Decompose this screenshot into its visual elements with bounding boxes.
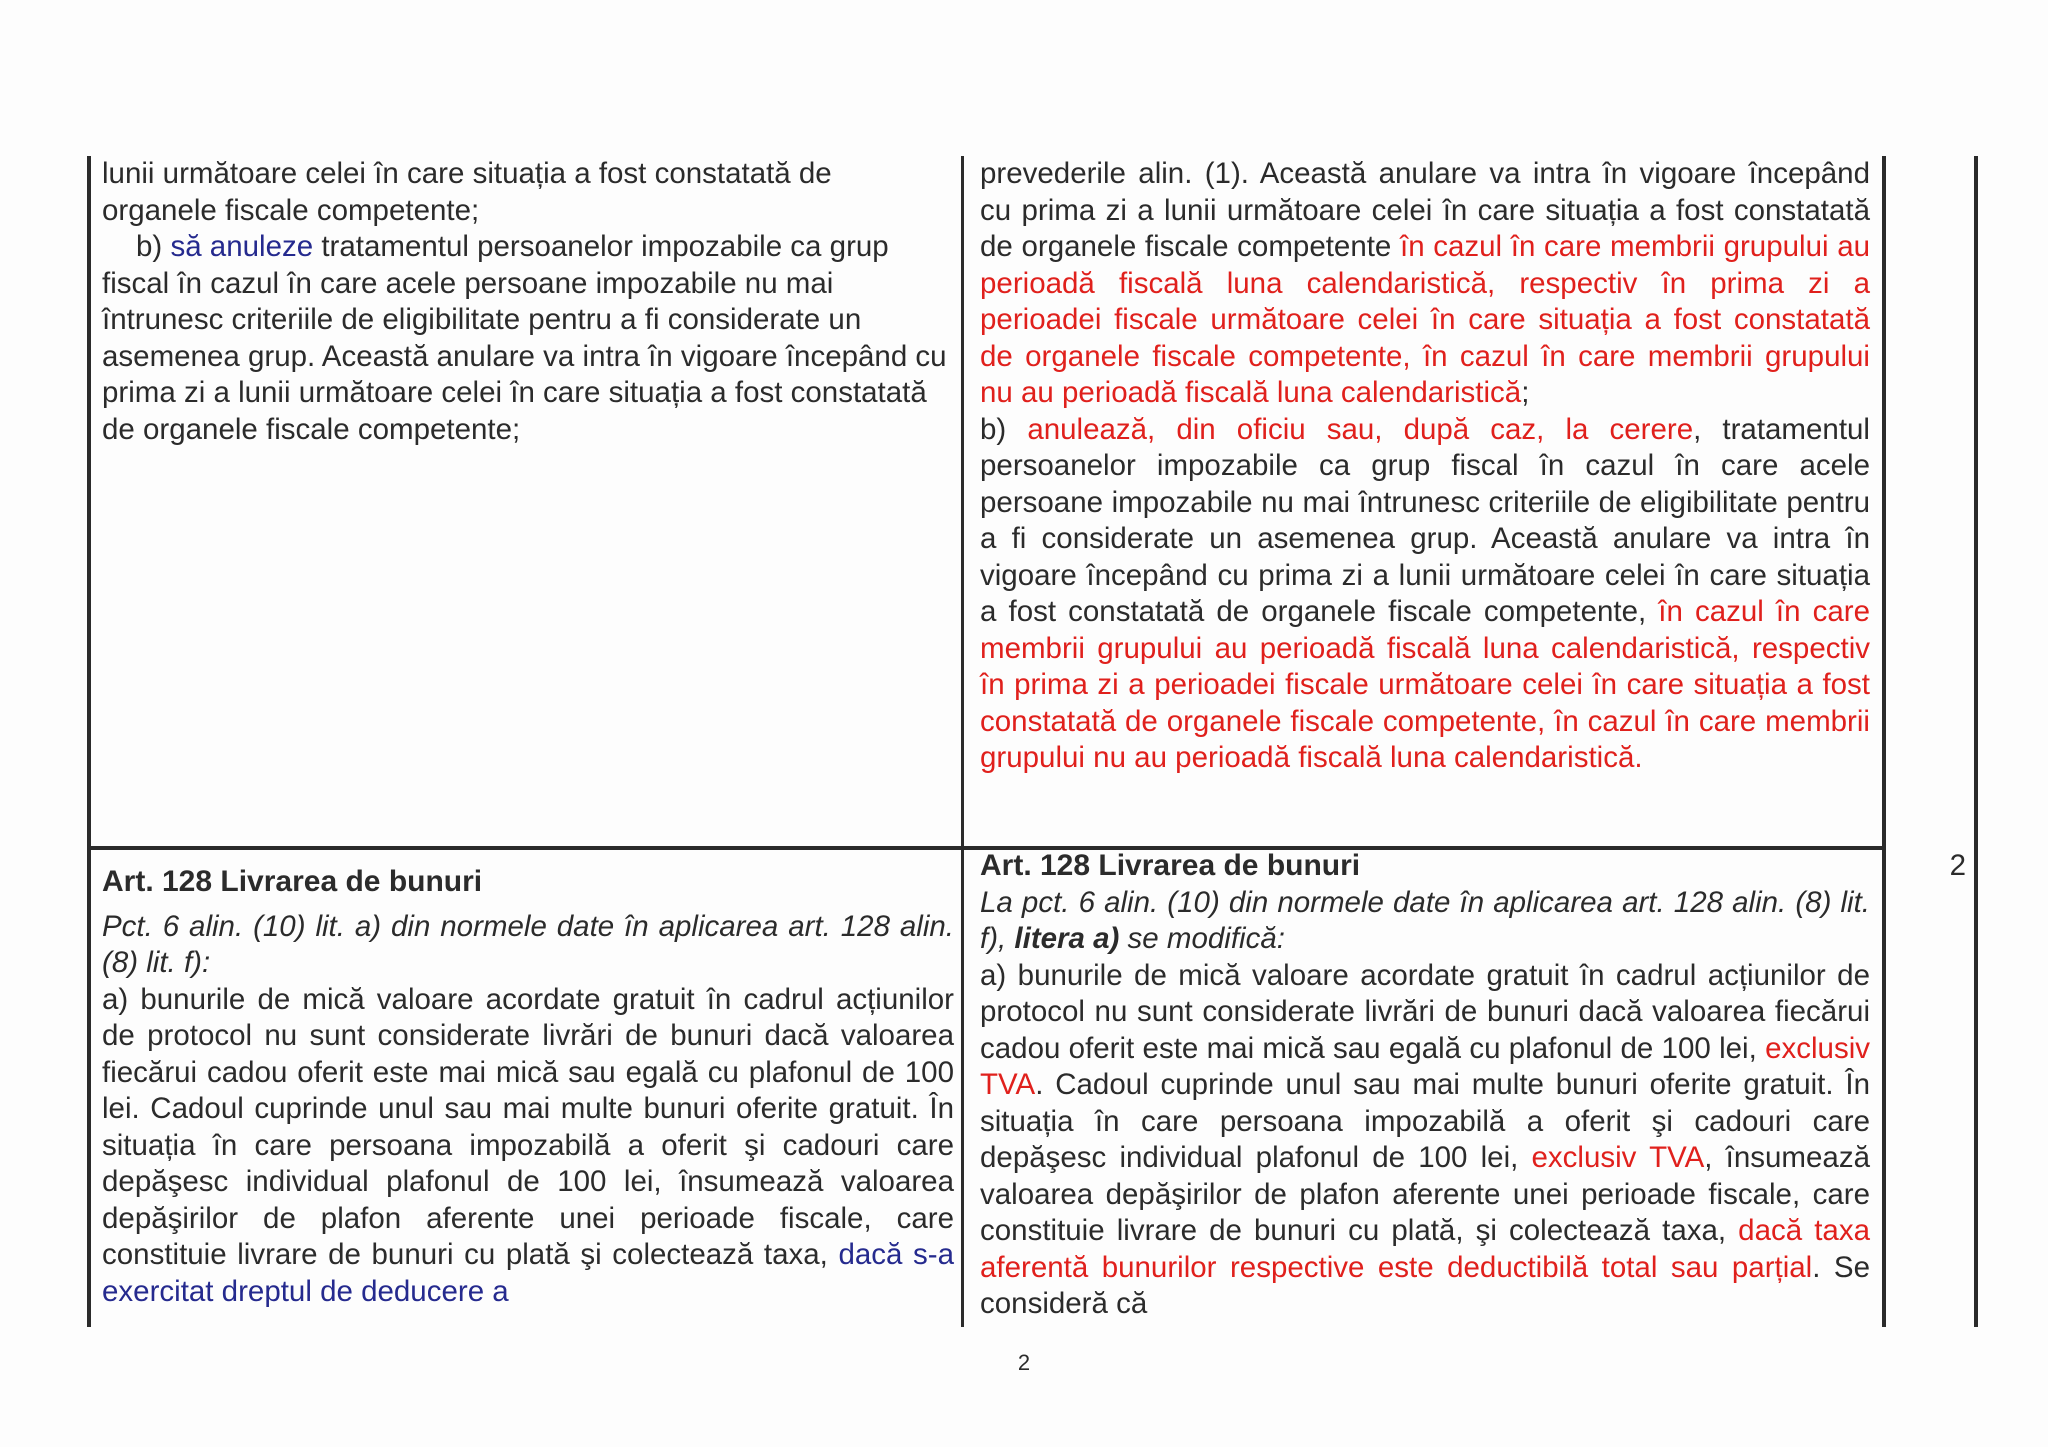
table-divider-right: [1882, 156, 1886, 1327]
row1-right-p2-prefix: b): [980, 412, 1028, 446]
row2-right-sub-2: se modifică:: [1119, 922, 1285, 955]
row1-left-p2-prefix: b): [136, 230, 171, 263]
row2-right-b4: . Se consideră că: [980, 1250, 1870, 1320]
row2-right-cell: [980, 848, 1870, 1323]
row2-number: 2: [1949, 849, 1966, 882]
row1-left-cell: [102, 156, 954, 448]
row1-left-paragraph-1: lunii următoare celei în care situația a fost constatată de organele fiscale competente;: [102, 157, 832, 227]
row2-left-heading: Art. 128 Livrarea de bunuri: [102, 865, 483, 898]
row2-right-b3: , însumează valoarea depăşirilor de plafon aferente unei perioade fiscale, care constituie livrare de bunuri cu plată, şi colectează taxa,: [980, 1141, 1870, 1247]
row2-right-heading: Art. 128 Livrarea de bunuri: [980, 849, 1361, 882]
row2-right-r3: dacă taxa aferentă bunurilor respective este deductibilă total sau parțial: [980, 1214, 1870, 1284]
row2-right-sub-bold: litera a): [1014, 922, 1120, 955]
row1-right-p2-amendment-2: în cazul în care membrii grupului au perioadă fiscală luna calendaristică, respectiv în prima zi a perioadei fiscale următoare celei în care situația a fost constatată de organele fiscale competente, în cazul în care membrii grupului nu au perioadă fiscală luna calendaristică.: [980, 595, 1870, 774]
row2-right-b1: a) bunurile de mică valoare acordate gratuit în cadrul acțiunilor de protocol nu sunt considerate livrări de bunuri dacă valoarea fiecărui cadou oferit este mai mică sau egală cu plafonul de 100 lei,: [980, 958, 1870, 1065]
row1-left-paragraph-2: [102, 229, 954, 448]
table-divider-middle: [961, 156, 964, 1327]
row1-right-p1-text: prevederile alin. (1). Această anulare va intra în vigoare începând cu prima zi a lunii următoare celei în care situația a fost constatată de organele fiscale competente: [980, 157, 1870, 263]
row2-left-cell: [102, 864, 954, 1310]
row1-left-highlight: să anuleze: [170, 230, 314, 263]
row2-right-sub-1: La pct. 6 alin. (10) din normele date în aplicarea art. 128 alin. (8) lit. f),: [980, 885, 1870, 955]
row1-right-p2-text: , tratamentul persoanelor impozabile ca grup fiscal în cazul în care acele persoane impozabile nu mai întrunesc criteriile de eligibilitate pentru a fi considerate un asemenea grup. Această anulare va intra în vigoare începând cu prima zi a lunii următoare celei în care situația a fost constatată de organele fiscale competente,: [980, 412, 1870, 628]
row2-left-subheading: Pct. 6 alin. (10) lit. a) din normele date în aplicarea art. 128 alin. (8) lit. f):: [102, 909, 954, 979]
row2-left-body-highlight: dacă s-a exercitat dreptul de deducere a: [102, 1238, 954, 1308]
page-number: 2: [1017, 1350, 1031, 1375]
comparison-table: [87, 156, 1979, 1327]
row1-right-p1-amendment: în cazul în care membrii grupului au perioadă fiscală luna calendaristică, respectiv în prima zi a perioadei fiscale următoare celei în care situația a fost constatată de organele fiscale competente, în cazul în care membrii grupului nu au perioadă fiscală luna calendaristică: [980, 230, 1871, 409]
row2-number-cell: [1886, 848, 1974, 885]
row1-right-cell: [980, 156, 1870, 777]
row2-right-r2: exclusiv TVA: [1531, 1141, 1705, 1174]
row1-right-paragraph-1: [980, 156, 1870, 412]
row2-right-body: [980, 958, 1870, 1323]
row1-right-paragraph-2: [980, 412, 1870, 777]
row2-right-b2: . Cadoul cuprinde unul sau mai multe bunuri oferite gratuit. În situația în care persoana impozabilă a oferit şi cadouri care depăşesc individual plafonul de 100 lei,: [980, 1068, 1870, 1174]
table-border-right: [1974, 156, 1978, 1327]
row1-right-p2-amendment: anulează, din oficiu sau, după caz, la cerere: [1027, 412, 1694, 446]
row1-left-p2-rest: tratamentul persoanelor impozabile ca grup fiscal în cazul în care acele persoane impozabile nu mai întrunesc criteriile de eligibilitate pentru a fi considerate un asemenea grup. Această anulare va intra în vigoare începând cu prima zi a lunii următoare celei în care situația a fost constatată de organele fiscale competente;: [102, 230, 947, 446]
row2-left-body: [102, 982, 954, 1311]
row2-left-body-text: a) bunurile de mică valoare acordate gratuit în cadrul acțiunilor de protocol nu sunt considerate livrări de bunuri dacă valoarea fiecărui cadou oferit este mai mică sau egală cu plafonul de 100 lei. Cadoul cuprinde unul sau mai multe bunuri oferite gratuit. În situația în care persoana impozabilă a oferit şi cadouri care depăşesc individual plafonul de 100 lei, însumează valoarea depăşirilor de plafon aferente unei perioade fiscale, care constituie livrare de bunuri cu plată şi colectează taxa,: [102, 982, 954, 1271]
row1-right-p1-end: ;: [1521, 376, 1530, 409]
row2-right-r1: exclusiv TVA: [980, 1031, 1870, 1101]
table-border-left: [87, 156, 91, 1327]
row2-right-subheading: [980, 885, 1870, 958]
